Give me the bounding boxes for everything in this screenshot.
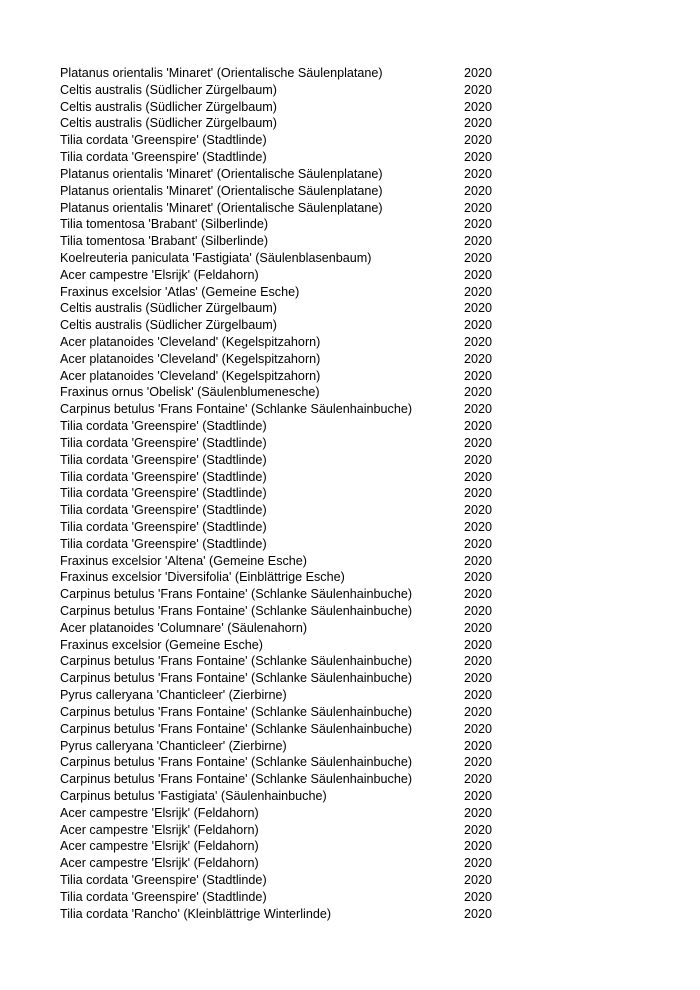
table-row [60, 704, 520, 721]
planting-year-cell: 2020 [464, 82, 493, 97]
table-row [60, 334, 520, 351]
tree-species-cell: Tilia cordata 'Greenspire' (Stadtlinde) [60, 503, 267, 518]
table-row [60, 822, 520, 839]
tree-species-cell: Platanus orientalis 'Minaret' (Orientalische Säulenplatane) [60, 66, 383, 80]
tree-species-cell: Carpinus betulus 'Frans Fontaine' (Schlanke Säulenhainbuche) [60, 755, 413, 770]
table-row [60, 149, 520, 166]
tree-species-cell: Carpinus betulus 'Frans Fontaine' (Schlanke Säulenhainbuche) [60, 772, 413, 787]
planting-year-cell: 2020 [464, 469, 493, 484]
table-row [60, 637, 520, 654]
planting-year-cell: 2020 [464, 133, 493, 148]
planting-year-cell: 2020 [464, 873, 493, 887]
table-row [60, 620, 520, 637]
planting-year-cell: 2020 [464, 435, 493, 450]
table-row [60, 788, 520, 805]
tree-species-cell: Koelreuteria paniculata 'Fastigiata' (Säulenblasenbaum) [60, 250, 372, 265]
table-row [60, 384, 520, 401]
table-row [60, 771, 520, 788]
planting-year-cell: 2020 [464, 637, 493, 652]
planting-year-cell: 2020 [464, 166, 493, 181]
table-row [60, 284, 520, 301]
tree-species-cell: Tilia cordata 'Greenspire' (Stadtlinde) [60, 889, 267, 904]
planting-year-cell: 2020 [464, 788, 493, 803]
table-row [60, 351, 520, 368]
tree-species-cell: Acer campestre 'Elsrijk' (Feldahorn) [60, 856, 259, 871]
table-row [60, 435, 520, 452]
table-row [60, 872, 520, 889]
table-row [60, 132, 520, 149]
tree-species-cell: Tilia cordata 'Greenspire' (Stadtlinde) [60, 150, 267, 165]
table-row [60, 82, 520, 99]
tree-species-cell: Carpinus betulus 'Frans Fontaine' (Schlanke Säulenhainbuche) [60, 402, 413, 417]
table-row [60, 687, 520, 704]
planting-year-cell: 2020 [464, 66, 493, 80]
table-row [60, 99, 520, 116]
planting-year-cell: 2020 [464, 604, 493, 618]
tree-species-cell: Platanus orientalis 'Minaret' (Orientalische Säulenplatane) [60, 200, 383, 215]
table-row [60, 553, 520, 570]
planting-year-cell: 2020 [464, 772, 493, 787]
table-row [60, 754, 520, 771]
table-row [60, 721, 520, 738]
tree-species-cell: Tilia cordata 'Greenspire' (Stadtlinde) [60, 452, 267, 467]
table-row [60, 267, 520, 284]
table-row [60, 738, 520, 755]
table-row [60, 889, 520, 906]
planting-year-cell: 2020 [464, 267, 493, 282]
tree-species-cell: Platanus orientalis 'Minaret' (Orientalische Säulenplatane) [60, 166, 383, 181]
table-row [60, 603, 520, 620]
table-row [60, 855, 520, 872]
table-row [60, 401, 520, 418]
table-row [60, 368, 520, 385]
tree-species-cell: Tilia cordata 'Greenspire' (Stadtlinde) [60, 435, 267, 450]
planting-year-cell: 2020 [464, 284, 493, 299]
table-row [60, 233, 520, 250]
tree-species-cell: Acer campestre 'Elsrijk' (Feldahorn) [60, 267, 259, 282]
planting-year-cell: 2020 [464, 587, 493, 602]
tree-species-cell: Tilia cordata 'Greenspire' (Stadtlinde) [60, 469, 267, 484]
table-row [60, 317, 520, 334]
planting-year-cell: 2020 [464, 839, 493, 854]
planting-year-cell: 2020 [464, 335, 493, 349]
tree-species-cell: Carpinus betulus 'Frans Fontaine' (Schlanke Säulenhainbuche) [60, 671, 413, 686]
table-row [60, 653, 520, 670]
tree-species-cell: Tilia cordata 'Greenspire' (Stadtlinde) [60, 133, 267, 148]
planting-year-cell: 2020 [464, 704, 493, 719]
planting-year-cell: 2020 [464, 116, 493, 131]
planting-year-cell: 2020 [464, 654, 493, 669]
planting-year-cell: 2020 [464, 620, 493, 635]
planting-year-cell: 2020 [464, 419, 493, 434]
table-row [60, 300, 520, 317]
tree-species-cell: Tilia cordata 'Greenspire' (Stadtlinde) [60, 519, 267, 534]
planting-year-cell: 2020 [464, 385, 493, 400]
planting-year-cell: 2020 [464, 536, 493, 551]
planting-year-cell: 2020 [464, 452, 493, 467]
tree-species-cell: Platanus orientalis 'Minaret' (Orientalische Säulenplatane) [60, 183, 383, 198]
table-row [60, 670, 520, 687]
table-row [60, 485, 520, 502]
tree-species-cell: Celtis australis (Südlicher Zürgelbaum) [60, 99, 277, 114]
planting-year-cell: 2020 [464, 217, 493, 232]
table-row [60, 166, 520, 183]
table-row [60, 65, 520, 82]
table-row [60, 418, 520, 435]
table-row [60, 183, 520, 200]
planting-year-cell: 2020 [464, 906, 493, 921]
tree-species-cell: Carpinus betulus 'Frans Fontaine' (Schlanke Säulenhainbuche) [60, 604, 413, 618]
table-row [60, 502, 520, 519]
planting-year-cell: 2020 [464, 250, 493, 265]
tree-species-cell: Tilia cordata 'Greenspire' (Stadtlinde) [60, 536, 267, 551]
table-row [60, 216, 520, 233]
tree-species-cell: Carpinus betulus 'Frans Fontaine' (Schlanke Säulenhainbuche) [60, 704, 413, 719]
table-row [60, 536, 520, 553]
tree-species-cell: Celtis australis (Südlicher Zürgelbaum) [60, 116, 277, 131]
planting-year-cell: 2020 [464, 200, 493, 215]
tree-species-cell: Tilia cordata 'Greenspire' (Stadtlinde) [60, 486, 267, 501]
tree-species-cell: Tilia tomentosa 'Brabant' (Silberlinde) [60, 234, 269, 249]
planting-year-cell: 2020 [464, 755, 493, 770]
planting-year-cell: 2020 [464, 99, 493, 114]
tree-species-cell: Fraxinus excelsior (Gemeine Esche) [60, 637, 263, 652]
planting-year-cell: 2020 [464, 688, 493, 703]
planting-year-cell: 2020 [464, 486, 493, 501]
planting-year-cell: 2020 [464, 805, 493, 820]
tree-species-cell: Acer platanoides 'Cleveland' (Kegelspitzahorn) [60, 351, 321, 366]
table-row [60, 906, 520, 923]
tree-list-table [60, 65, 520, 922]
planting-year-cell: 2020 [464, 671, 493, 686]
tree-species-cell: Tilia cordata 'Rancho' (Kleinblättrige Winterlinde) [60, 906, 332, 921]
tree-species-cell: Acer campestre 'Elsrijk' (Feldahorn) [60, 822, 259, 837]
table-row [60, 469, 520, 486]
planting-year-cell: 2020 [464, 351, 493, 366]
table-row [60, 200, 520, 217]
planting-year-cell: 2020 [464, 553, 493, 568]
tree-species-cell: Fraxinus ornus 'Obelisk' (Säulenblumenesche) [60, 385, 320, 400]
tree-species-cell: Carpinus betulus 'Frans Fontaine' (Schlanke Säulenhainbuche) [60, 721, 413, 736]
table-row [60, 250, 520, 267]
planting-year-cell: 2020 [464, 738, 493, 753]
tree-species-cell: Acer platanoides 'Columnare' (Säulenahorn) [60, 620, 308, 635]
planting-year-cell: 2020 [464, 402, 493, 417]
tree-species-cell: Tilia cordata 'Greenspire' (Stadtlinde) [60, 419, 267, 434]
tree-species-cell: Carpinus betulus 'Frans Fontaine' (Schlanke Säulenhainbuche) [60, 654, 413, 669]
tree-species-cell: Tilia tomentosa 'Brabant' (Silberlinde) [60, 217, 269, 232]
table-row [60, 586, 520, 603]
planting-year-cell: 2020 [464, 856, 493, 871]
tree-species-cell: Celtis australis (Südlicher Zürgelbaum) [60, 318, 277, 333]
table-row [60, 805, 520, 822]
planting-year-cell: 2020 [464, 301, 493, 316]
planting-year-cell: 2020 [464, 503, 493, 518]
tree-species-cell: Celtis australis (Südlicher Zürgelbaum) [60, 82, 277, 97]
tree-species-cell: Acer platanoides 'Cleveland' (Kegelspitzahorn) [60, 368, 321, 383]
planting-year-cell: 2020 [464, 234, 493, 249]
tree-species-cell: Carpinus betulus 'Fastigiata' (Säulenhainbuche) [60, 788, 327, 803]
table-row [60, 838, 520, 855]
tree-species-cell: Pyrus calleryana 'Chanticleer' (Zierbirne) [60, 738, 287, 753]
table-row [60, 519, 520, 536]
planting-year-cell: 2020 [464, 150, 493, 165]
planting-year-cell: 2020 [464, 570, 493, 585]
tree-species-cell: Fraxinus excelsior 'Atlas' (Gemeine Esche) [60, 284, 300, 299]
planting-year-cell: 2020 [464, 318, 493, 333]
table-row [60, 452, 520, 469]
planting-year-cell: 2020 [464, 822, 493, 837]
planting-year-cell: 2020 [464, 183, 493, 198]
tree-species-cell: Fraxinus excelsior 'Altena' (Gemeine Esche) [60, 553, 307, 568]
table-row [60, 115, 520, 132]
planting-year-cell: 2020 [464, 889, 493, 904]
tree-species-cell: Acer campestre 'Elsrijk' (Feldahorn) [60, 805, 259, 820]
tree-species-cell: Celtis australis (Südlicher Zürgelbaum) [60, 301, 277, 316]
planting-year-cell: 2020 [464, 721, 493, 736]
table-row [60, 569, 520, 586]
tree-species-cell: Fraxinus excelsior 'Diversifolia' (Einblättrige Esche) [60, 570, 345, 585]
tree-species-cell: Pyrus calleryana 'Chanticleer' (Zierbirne) [60, 688, 287, 703]
tree-species-cell: Tilia cordata 'Greenspire' (Stadtlinde) [60, 873, 267, 887]
tree-species-cell: Acer campestre 'Elsrijk' (Feldahorn) [60, 839, 259, 854]
tree-species-cell: Acer platanoides 'Cleveland' (Kegelspitzahorn) [60, 335, 321, 349]
tree-species-cell: Carpinus betulus 'Frans Fontaine' (Schlanke Säulenhainbuche) [60, 587, 413, 602]
planting-year-cell: 2020 [464, 368, 493, 383]
planting-year-cell: 2020 [464, 519, 493, 534]
